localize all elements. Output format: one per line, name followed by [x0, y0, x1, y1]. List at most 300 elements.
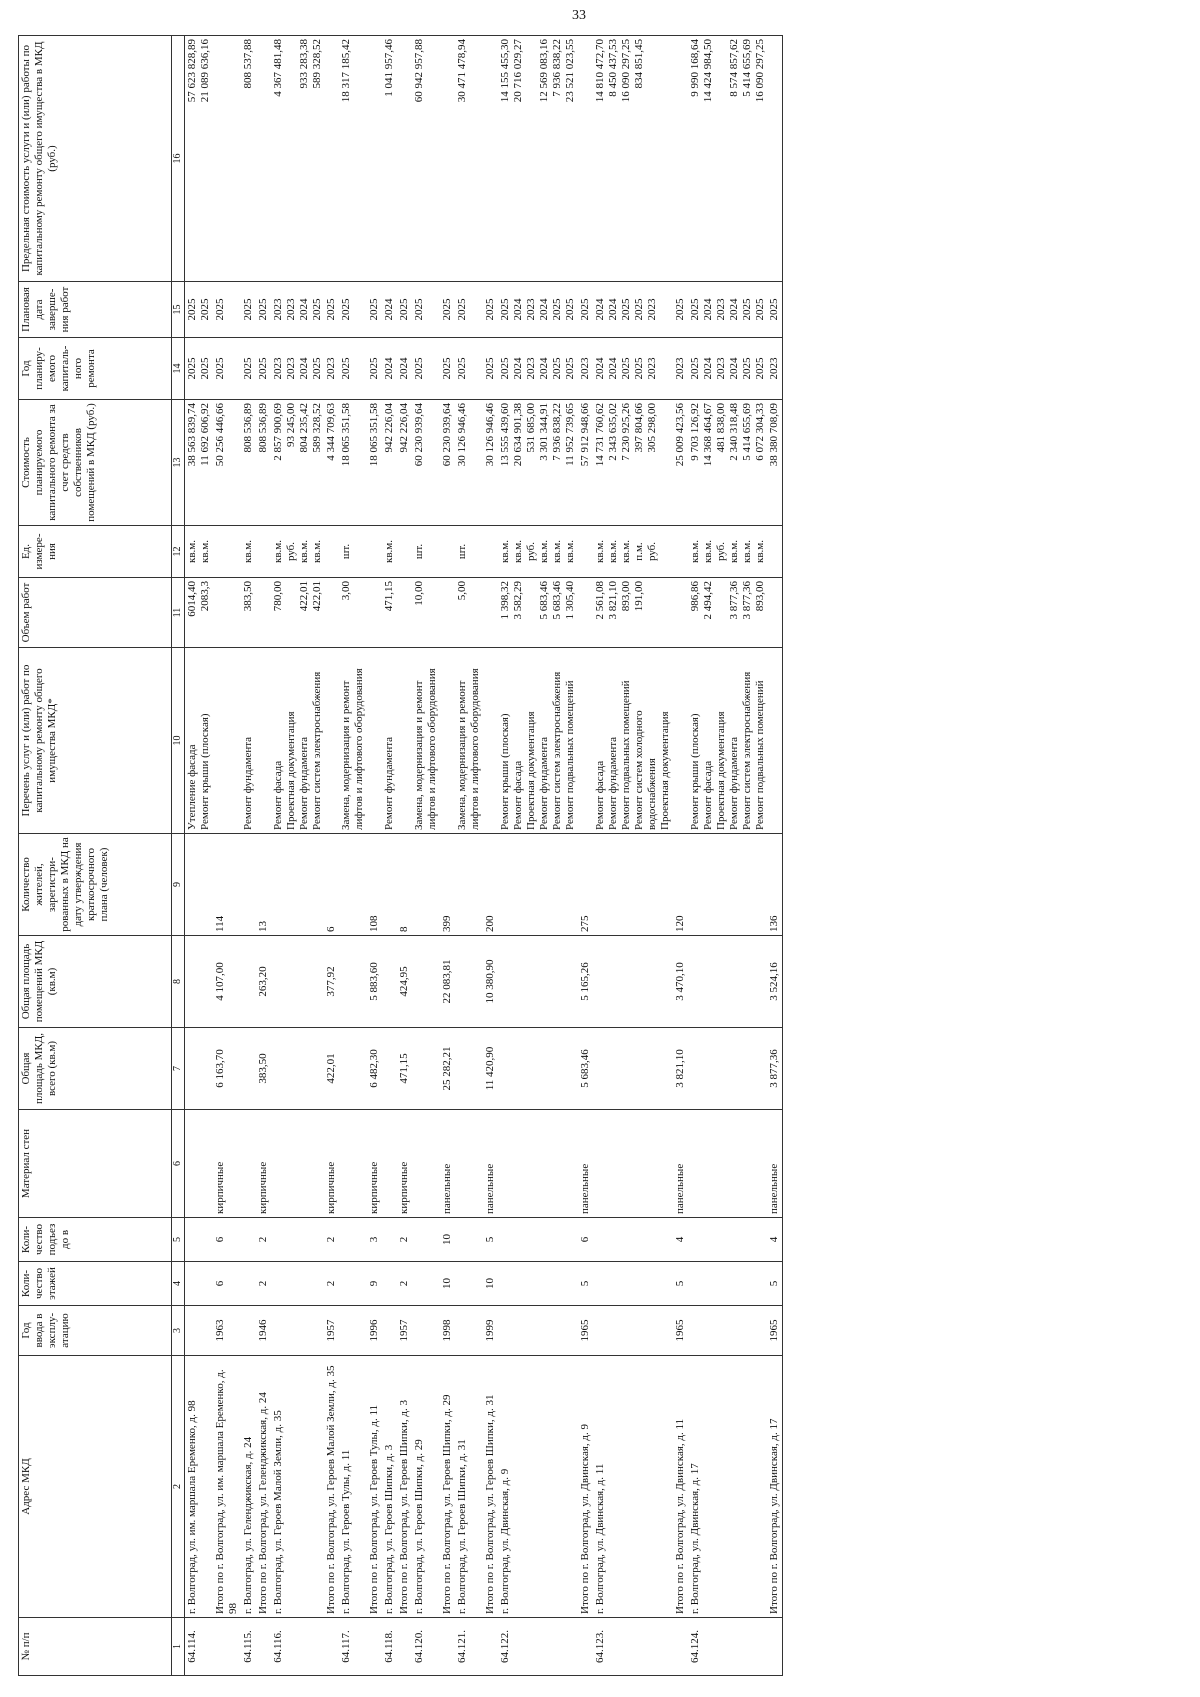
cell-fl: 5 — [767, 1262, 782, 1306]
header-cell: Плановая дата заверше-ния работ — [19, 282, 172, 338]
cell-line: 780,00 — [271, 581, 284, 612]
cell-lim — [767, 36, 782, 282]
cell-ta: 3 877,36 — [767, 1028, 782, 1110]
cell-works — [483, 648, 498, 834]
cell-year: 1998 — [440, 1306, 455, 1356]
cell-pa — [339, 936, 367, 1028]
cell-line: 2025 — [499, 357, 512, 380]
cell-fl — [339, 1262, 367, 1306]
cell-line: 808 536,89 — [241, 403, 254, 453]
cell-line: 3 821,10 — [606, 581, 619, 620]
cell-fl: 2 — [397, 1262, 412, 1306]
cell-yr — [213, 338, 241, 400]
cell-pa — [498, 936, 578, 1028]
cell-line: Ремонт систем электроснабжения — [550, 671, 563, 830]
cell-line — [768, 581, 781, 644]
cell-line — [768, 651, 781, 830]
cell-line — [257, 529, 270, 574]
cell-ta: 422,01 — [324, 1028, 339, 1110]
cell-line: 18 065 351,58 — [340, 403, 353, 467]
cell-line: Ремонт фасада — [512, 760, 525, 830]
cell-line — [579, 39, 592, 278]
cell-line: кв.м. — [310, 540, 323, 563]
cell-addr: г. Волгоград, ул. Двинская, д. 11 — [593, 1356, 673, 1618]
cell-line: 8 574 857,62 — [727, 39, 740, 97]
cell-line: 2024 — [383, 357, 396, 380]
cell-dt — [324, 282, 339, 338]
cell-line: 2025 — [185, 357, 198, 380]
cell-yr — [440, 338, 455, 400]
cell-works — [673, 648, 688, 834]
cell-line: шт. — [340, 543, 353, 560]
header-cell: Предельная стоимость услуги и (или) работы по капитальному ремонту общего имущества в МКД (руб.) — [19, 36, 172, 282]
cell-yr — [271, 338, 325, 400]
table-row-total — [767, 36, 782, 1676]
cell-dt — [367, 282, 382, 338]
cell-year — [241, 1306, 256, 1356]
cell-line: 2023 — [525, 298, 538, 321]
cell-addr: Итого по г. Волгоград, ул. Двинская, д. 9 — [578, 1356, 593, 1618]
cell-line: 2025 — [241, 357, 254, 380]
cell-line — [441, 651, 454, 830]
header-number-cell: 8 — [172, 936, 185, 1028]
cell-line — [525, 581, 538, 644]
cell-line: 2023 — [325, 357, 338, 380]
header-number-cell: 7 — [172, 1028, 185, 1110]
cell-year: 1965 — [767, 1306, 782, 1356]
header-cell: Общая площадь МКД, всего (кв.м) — [19, 1028, 172, 1110]
cell-vol — [213, 578, 241, 648]
cell-n — [578, 1618, 593, 1676]
cell-line — [325, 581, 338, 644]
cell-line: Ремонт систем электроснабжения — [740, 671, 753, 830]
cell-lim — [367, 36, 382, 282]
cell-line: Проектная документация — [714, 711, 727, 830]
cell-en — [688, 1218, 768, 1262]
cell-line: 2025 — [398, 298, 411, 321]
cell-works — [578, 648, 593, 834]
cell-line: 10,00 — [413, 581, 426, 606]
header-number-cell: 16 — [172, 36, 185, 282]
cell-en — [498, 1218, 578, 1262]
cell-line — [398, 651, 411, 830]
header-number-cell: 15 — [172, 282, 185, 338]
cell-line: 589 328,52 — [310, 403, 323, 453]
cell-yr — [241, 338, 256, 400]
cell-en: 2 — [256, 1218, 271, 1262]
cell-line: 2025 — [456, 298, 469, 321]
cell-line: 12 569 083,16 — [538, 39, 551, 103]
cell-fl: 5 — [578, 1262, 593, 1306]
cell-res — [593, 834, 673, 936]
cell-lim — [339, 36, 367, 282]
cell-n — [673, 1618, 688, 1676]
header-number-cell: 1 — [172, 1618, 185, 1676]
cell-pa: 263,20 — [256, 936, 271, 1028]
cell-line: 2025 — [550, 298, 563, 321]
cell-line: 808 536,89 — [256, 403, 269, 453]
cell-vol — [673, 578, 688, 648]
cell-yr — [593, 338, 673, 400]
cell-line: Ремонт подвальных помещений — [619, 680, 632, 830]
cell-line: кв.м. — [688, 540, 701, 563]
cell-line: 422,01 — [297, 581, 310, 612]
cell-en: 6 — [578, 1218, 593, 1262]
cell-dt — [412, 282, 440, 338]
cell-mat — [455, 1110, 483, 1218]
cell-line: 2 494,42 — [701, 581, 714, 620]
cell-addr: Итого по г. Волгоград, ул. Героев Тулы, д. 11 — [367, 1356, 382, 1618]
cell-lim — [213, 36, 241, 282]
cell-line: 18 065 351,58 — [368, 403, 381, 467]
cell-line: 2024 — [701, 357, 714, 380]
cell-works — [382, 648, 397, 834]
cell-ta: 383,50 — [256, 1028, 271, 1110]
cell-line: 2023 — [271, 357, 284, 380]
cell-en — [412, 1218, 440, 1262]
cell-cost — [412, 400, 440, 526]
cell-line: 14 424 984,50 — [701, 39, 714, 103]
cell-line: Проектная документация — [525, 711, 538, 830]
cell-vol — [412, 578, 440, 648]
cell-vol — [455, 578, 483, 648]
cell-res — [455, 834, 483, 936]
cell-mat: кирпичные — [256, 1110, 271, 1218]
cell-fl — [382, 1262, 397, 1306]
cell-line: 2023 — [673, 357, 686, 380]
cell-line: 38 563 839,74 — [185, 403, 198, 467]
cell-line: 2025 — [368, 298, 381, 321]
cell-line: 60 230 939,64 — [413, 403, 426, 467]
cell-cost — [184, 400, 212, 526]
cell-en: 5 — [483, 1218, 498, 1262]
cell-line: 4 367 481,48 — [271, 39, 284, 97]
cell-line: 2025 — [753, 357, 766, 380]
cell-pa: 5 165,26 — [578, 936, 593, 1028]
cell-year — [339, 1306, 367, 1356]
cell-year — [498, 1306, 578, 1356]
cell-line: кв.м. — [563, 540, 576, 563]
cell-line: Ремонт фасада — [271, 760, 284, 830]
cell-unit — [241, 526, 256, 578]
cell-cost — [440, 400, 455, 526]
cell-line: 2025 — [256, 298, 269, 321]
cell-yr — [339, 338, 367, 400]
cell-line: 14 731 760,62 — [593, 403, 606, 467]
cell-line: 2025 — [768, 298, 781, 321]
cell-mat: кирпичные — [324, 1110, 339, 1218]
cell-line: 422,01 — [310, 581, 323, 612]
cell-en: 10 — [440, 1218, 455, 1262]
cell-line: 986,86 — [688, 581, 701, 612]
cell-pa — [455, 936, 483, 1028]
cell-en — [382, 1218, 397, 1262]
cell-line: 893,00 — [619, 581, 632, 612]
cell-year — [412, 1306, 440, 1356]
cell-en — [593, 1218, 673, 1262]
cell-unit — [412, 526, 440, 578]
cell-cost — [339, 400, 367, 526]
cell-vol — [498, 578, 578, 648]
cell-ta — [339, 1028, 367, 1110]
cell-pa: 3 470,10 — [673, 936, 688, 1028]
cell-yr — [455, 338, 483, 400]
cell-res — [339, 834, 367, 936]
cell-res: 275 — [578, 834, 593, 936]
cell-unit — [688, 526, 768, 578]
cell-fl — [412, 1262, 440, 1306]
cell-res: 108 — [367, 834, 382, 936]
cell-addr: г. Волгоград, ул. Двинская, д. 9 — [498, 1356, 578, 1618]
cell-line: 2024 — [398, 357, 411, 380]
cell-line: 191,00 — [632, 581, 645, 612]
cell-line: кв.м. — [297, 540, 310, 563]
cell-en — [241, 1218, 256, 1262]
cell-yr — [688, 338, 768, 400]
table-row — [455, 36, 483, 1676]
cell-cost — [241, 400, 256, 526]
cell-line: кв.м. — [271, 540, 284, 563]
table-row — [593, 36, 673, 1676]
cell-unit — [578, 526, 593, 578]
cell-line: руб. — [284, 541, 297, 562]
cell-fl: 9 — [367, 1262, 382, 1306]
cell-addr: г. Волгоград, ул. Геленджикская, д. 24 — [241, 1356, 256, 1618]
cell-line — [398, 39, 411, 278]
cell-works — [256, 648, 271, 834]
header-number-cell: 10 — [172, 648, 185, 834]
header-cell: Коли-чество подъездо в — [19, 1218, 172, 1262]
cell-addr: г. Волгоград, ул. Героев Шипки, д. 3 — [382, 1356, 397, 1618]
cell-line: Ремонт подвальных помещений — [753, 680, 766, 830]
header-cell: Адрес МКД — [19, 1356, 172, 1618]
cell-line — [579, 581, 592, 644]
cell-line — [441, 529, 454, 574]
cell-fl — [271, 1262, 325, 1306]
cell-line: 2023 — [645, 357, 658, 380]
cell-line: 2025 — [632, 298, 645, 321]
cell-line: кв.м. — [550, 540, 563, 563]
cell-line: 2024 — [593, 357, 606, 380]
cell-ta: 3 821,10 — [673, 1028, 688, 1110]
header-titles-row — [19, 36, 172, 1676]
cell-dt — [382, 282, 397, 338]
cell-en — [271, 1218, 325, 1262]
cell-res: 200 — [483, 834, 498, 936]
cell-line — [646, 39, 659, 278]
cell-line: 14 155 455,30 — [499, 39, 512, 103]
cell-line: 2025 — [413, 298, 426, 321]
cell-line: 2023 — [714, 357, 727, 380]
cell-addr: г. Волгоград, ул. Героев Тулы, д. 11 — [339, 1356, 367, 1618]
cell-line: Ремонт фундамента — [241, 736, 254, 830]
cell-unit — [382, 526, 397, 578]
cell-line: 2083,3 — [198, 581, 211, 612]
cell-year: 1996 — [367, 1306, 382, 1356]
cell-res: 13 — [256, 834, 271, 936]
header-numbers-row — [172, 36, 185, 1676]
cell-line: 2025 — [310, 357, 323, 380]
cell-line — [325, 651, 338, 830]
cell-cost — [324, 400, 339, 526]
cell-addr: Итого по г. Волгоград, ул. Героев Малой Земли, д. 35 — [324, 1356, 339, 1618]
cell-unit — [767, 526, 782, 578]
cell-unit — [593, 526, 673, 578]
cell-addr: Итого по г. Волгоград, ул. Двинская, д. 11 — [673, 1356, 688, 1618]
cell-line: 2023 — [714, 298, 727, 321]
cell-line: 2024 — [383, 298, 396, 321]
cell-line: Ремонт фасада — [593, 760, 606, 830]
cell-line: 2 340 318,48 — [727, 403, 740, 461]
cell-fl: 5 — [673, 1262, 688, 1306]
cell-lim — [397, 36, 412, 282]
cell-fl: 10 — [483, 1262, 498, 1306]
cell-ta — [688, 1028, 768, 1110]
cell-line: 2024 — [512, 298, 525, 321]
cell-line: 30 126 946,46 — [456, 403, 469, 467]
cell-unit — [271, 526, 325, 578]
cell-line: 8 450 437,53 — [606, 39, 619, 97]
cell-addr: Итого по г. Волгоград, ул. им. маршала Еременко, д. 98 — [213, 1356, 241, 1618]
cell-line: 2025 — [368, 357, 381, 380]
cell-line: руб. — [714, 541, 727, 562]
cell-line: 2025 — [753, 298, 766, 321]
cell-n: 64.120. — [412, 1618, 440, 1676]
cell-unit — [184, 526, 212, 578]
header-cell: Год ввода в эксплу-атацию — [19, 1306, 172, 1356]
cell-line: 2024 — [593, 298, 606, 321]
cell-line: 2023 — [645, 298, 658, 321]
cell-vol — [324, 578, 339, 648]
cell-mat: кирпичные — [367, 1110, 382, 1218]
header-number-cell: 14 — [172, 338, 185, 400]
cell-mat: панельные — [440, 1110, 455, 1218]
cell-line: 23 521 023,55 — [563, 39, 576, 103]
cell-line: 2025 — [740, 357, 753, 380]
cell-dt — [673, 282, 688, 338]
cell-line: руб. — [525, 541, 538, 562]
repair-plan-table — [18, 35, 783, 1676]
cell-works — [324, 648, 339, 834]
cell-mat: панельные — [673, 1110, 688, 1218]
cell-line: 2024 — [727, 298, 740, 321]
cell-mat — [271, 1110, 325, 1218]
cell-unit — [483, 526, 498, 578]
cell-line: Ремонт фасада — [701, 760, 714, 830]
cell-ta — [593, 1028, 673, 1110]
cell-fl — [688, 1262, 768, 1306]
header-cell: Объем работ — [19, 578, 172, 648]
cell-line: кв.м. — [727, 540, 740, 563]
cell-en: 3 — [367, 1218, 382, 1262]
cell-fl — [184, 1262, 212, 1306]
cell-ta: 25 282,21 — [440, 1028, 455, 1110]
cell-line: 2024 — [606, 298, 619, 321]
cell-line: 2025 — [441, 357, 454, 380]
cell-lim — [483, 36, 498, 282]
table-row-total — [397, 36, 412, 1676]
cell-lim — [455, 36, 483, 282]
cell-res: 8 — [397, 834, 412, 936]
cell-line — [325, 529, 338, 574]
cell-line: 305 298,00 — [645, 403, 658, 453]
cell-line: 5 683,46 — [550, 581, 563, 620]
cell-line — [257, 581, 270, 644]
cell-line: 2024 — [538, 298, 551, 321]
cell-line: 2023 — [768, 357, 781, 380]
cell-line: Ремонт систем электроснабжения — [310, 671, 323, 830]
cell-line: п.м. — [632, 542, 645, 561]
cell-vol — [241, 578, 256, 648]
cell-yr — [673, 338, 688, 400]
cell-line: Ремонт фундамента — [297, 736, 310, 830]
cell-en: 4 — [767, 1218, 782, 1262]
cell-line — [441, 39, 454, 278]
cell-line: кв.м. — [753, 540, 766, 563]
cell-line — [325, 39, 338, 278]
cell-line: 2 343 635,02 — [606, 403, 619, 461]
table-row — [241, 36, 256, 1676]
cell-addr: г. Волгоград, ул. им. маршала Еременко, д. 98 — [184, 1356, 212, 1618]
cell-year: 1965 — [673, 1306, 688, 1356]
cell-line: 2024 — [727, 357, 740, 380]
cell-line: кв.м. — [740, 540, 753, 563]
cell-line — [715, 39, 728, 278]
cell-line: шт. — [413, 543, 426, 560]
cell-line — [484, 39, 497, 278]
cell-line: 20 634 901,38 — [512, 403, 525, 467]
cell-fl — [455, 1262, 483, 1306]
cell-fl: 2 — [324, 1262, 339, 1306]
cell-line: 2025 — [499, 298, 512, 321]
cell-dt — [483, 282, 498, 338]
cell-en — [455, 1218, 483, 1262]
cell-line: кв.м. — [185, 540, 198, 563]
cell-line: 7 936 838,22 — [550, 39, 563, 97]
cell-en: 6 — [213, 1218, 241, 1262]
cell-year: 1957 — [397, 1306, 412, 1356]
cell-cost — [256, 400, 271, 526]
cell-year: 1946 — [256, 1306, 271, 1356]
cell-line: 942 226,04 — [383, 403, 396, 453]
cell-dt — [578, 282, 593, 338]
cell-line: Ремонт крыши (плоская) — [499, 713, 512, 830]
cell-en: 4 — [673, 1218, 688, 1262]
cell-line: 2025 — [256, 357, 269, 380]
table-header — [19, 36, 185, 1676]
cell-line: Ремонт фундамента — [727, 736, 740, 830]
cell-year — [382, 1306, 397, 1356]
cell-line: Ремонт подвальных помещений — [563, 680, 576, 830]
cell-n — [767, 1618, 782, 1676]
cell-line: кв.м. — [512, 540, 525, 563]
cell-en: 2 — [324, 1218, 339, 1262]
cell-vol — [339, 578, 367, 648]
header-cell: № п/п — [19, 1618, 172, 1676]
table-row-total — [673, 36, 688, 1676]
cell-line: 93 245,00 — [284, 403, 297, 447]
cell-pa: 22 083,81 — [440, 936, 455, 1028]
cell-pa — [593, 936, 673, 1028]
cell-line — [674, 581, 687, 644]
cell-line — [214, 529, 227, 574]
cell-unit — [256, 526, 271, 578]
cell-line: кв.м. — [606, 540, 619, 563]
cell-n — [397, 1618, 412, 1676]
cell-line: 3,00 — [340, 581, 353, 601]
cell-yr — [498, 338, 578, 400]
table-row — [688, 36, 768, 1676]
